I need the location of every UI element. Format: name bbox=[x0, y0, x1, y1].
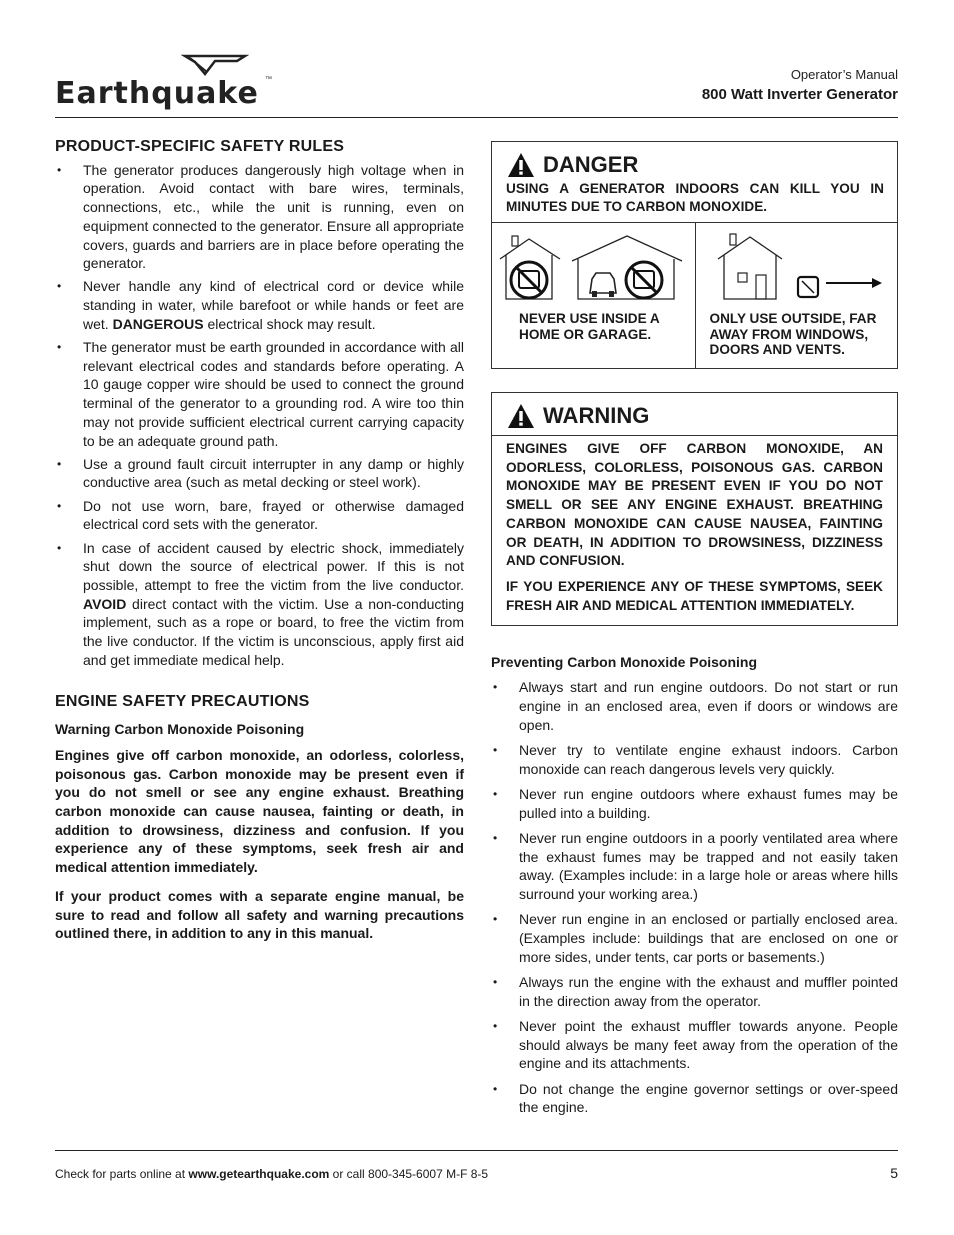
danger-cell-indoor bbox=[492, 223, 695, 368]
safety-rule-item bbox=[55, 338, 464, 450]
safety-rule-item bbox=[55, 277, 464, 333]
prevent-co-item: • Always start and run engine outdoors. Do not start or run engine in an enclosed area, even if doors or windows are open. bbox=[491, 678, 898, 734]
danger-illustrations bbox=[492, 223, 897, 368]
safety-rule-text-end: electrical shock may result. bbox=[203, 315, 376, 332]
prevent-co-item: • Never try to ventilate engine exhaust indoors. Carbon monoxide can reach dangerous levels very quickly. bbox=[491, 741, 898, 779]
header-right bbox=[702, 67, 898, 103]
prevent-co-item: • Never run engine outdoors where exhaust fumes may be pulled into a building. bbox=[491, 785, 898, 823]
co-poisoning-subheading: Warning Carbon Monoxide Poisoning bbox=[55, 721, 305, 738]
safety-rule-text: Do not use worn, bare, frayed or otherwise damaged electrical cord sets with the generator. bbox=[83, 497, 464, 533]
footer-text bbox=[55, 1167, 488, 1181]
safety-rule-text: The generator produces dangerously high voltage when in operation. Avoid contact with bare wires, terminals, connections, etc., while the unit is running, even on equipment connected to the generator. Ensure all appropriate covers, guards and barriers are in place before operating the generator. bbox=[83, 161, 464, 272]
danger-headline: USING A GENERATOR INDOORS CAN KILL YOU IN MINUTES DUE TO CARBON MONOXIDE. bbox=[492, 180, 897, 223]
page-header bbox=[55, 50, 898, 118]
prevent-co-item: • Never run engine outdoors in a poorly ventilated area where the exhaust fumes may be trapped and not easily taken away. (Examples include: in a large hole or areas where hills surround your working area.) bbox=[491, 829, 898, 904]
safety-rule-text-end: direct contact with the victim. Use a non-conducting implement, such as a rope or board, to free the victim from the live conductor. If the victim is unconscious, apply first aid and get immediate medical help. bbox=[83, 595, 464, 668]
never-indoor-caption: NEVER USE INSIDE A HOME OR GARAGE. bbox=[519, 311, 660, 342]
prevent-co-item: • Never run engine in an enclosed or partially enclosed area. (Examples include: buildings that are enclosed on one or more sides, under tents, car ports or basements.) bbox=[491, 910, 898, 966]
trademark-mark: ™ bbox=[265, 76, 272, 83]
manual-label: Operator’s Manual bbox=[790, 67, 898, 82]
footer-pre: Check for parts online at bbox=[55, 1167, 189, 1181]
safety-rule-item bbox=[55, 539, 464, 670]
engine-safety-heading: ENGINE SAFETY PRECAUTIONS bbox=[55, 693, 310, 711]
engine-warning-paragraph: Engines give off carbon monoxide, an odorless, colorless, poisonous gas. Carbon monoxide may be present even if you do not smell or see any engine exhaust. Breathing carbon monoxide can cause nausea, fainting or death, in addition to drowsiness, dizziness and confusion. If you experience any of these symptoms, seek fresh air and medical attention immediately. bbox=[55, 746, 464, 876]
product-name: 800 Watt Inverter Generator bbox=[701, 86, 898, 103]
warning-paragraph-1: ENGINES GIVE OFF CARBON MONOXIDE, AN ODORLESS, COLORLESS, POISONOUS GAS. CARBON MONOXIDE MAY BE PRESENT EVEN IF YOU DO NOT SMELL OR SEE ANY ENGINE EXHAUST. BREATHING CARBON MONOXIDE CAN CAUSE NAUSEA, FAINTING OR DEATH, IN ADDITION TO DROWSINESS, DIZZINESS AND CONFUSION. bbox=[506, 441, 883, 569]
safety-rule-item bbox=[55, 455, 464, 492]
warning-triangle-icon bbox=[507, 403, 535, 429]
danger-box bbox=[491, 141, 898, 369]
safety-rule-text: Never handle any kind of electrical cord or device while standing in water, while barefoot or while hands or feet are wet. bbox=[83, 278, 464, 332]
safety-rule-text: In case of accident caused by electric shock, immediately shut down the source of electrical power. If this is not possible, attempt to free the victim from the live conductor. bbox=[83, 539, 464, 593]
prevent-co-list bbox=[491, 678, 898, 1117]
prevent-co-item: • Always run the engine with the exhaust and muffler pointed in the direction away from the operator. bbox=[491, 973, 898, 1011]
warning-triangle-icon bbox=[507, 152, 535, 178]
prevent-co-item: • Do not change the engine governor settings or over-speed the engine. bbox=[491, 1080, 898, 1118]
safety-rule-text: Use a ground fault circuit interrupter in any damp or highly conductive area (such as metal decking or steel work). bbox=[83, 455, 464, 491]
safety-rules-heading: PRODUCT-SPECIFIC SAFETY RULES bbox=[55, 138, 345, 155]
right-column bbox=[491, 141, 898, 1123]
warning-body bbox=[492, 436, 897, 625]
safety-rule-emphasis: DANGEROUS bbox=[112, 315, 204, 332]
safety-rule-text: The generator must be earth grounded in accordance with all relevant electrical codes and standards before operating. A 10 gauge copper wire should be used to connect the ground terminal of the generator to a grounding rod. A wire too thin may not provide sufficient electrical current carrying capacity to be an adequate ground path. bbox=[83, 339, 464, 449]
outdoor-use-icon bbox=[696, 231, 899, 311]
warning-paragraph-2: IF YOU EXPERIENCE ANY OF THESE SYMPTOMS, SEEK FRESH AIR AND MEDICAL ATTENTION IMMEDIATELY. bbox=[506, 578, 883, 613]
prevent-co-heading: Preventing Carbon Monoxide Poisoning bbox=[491, 654, 758, 671]
safety-rules-list bbox=[55, 161, 464, 670]
engine-manual-paragraph: If your product comes with a separate engine manual, be sure to read and follow all safety and warning precautions outlined there, in addition to any in this manual. bbox=[55, 887, 464, 942]
page-number: 5 bbox=[890, 1165, 898, 1181]
earthquake-logo bbox=[55, 52, 280, 114]
warning-title-row bbox=[492, 393, 897, 436]
prevent-co-item: • Never point the exhaust muffler towards anyone. People should always be many feet away from the operation of the engine and its attachments. bbox=[491, 1017, 898, 1073]
footer-post: or call 800-345-6007 M-F 8-5 bbox=[329, 1167, 489, 1181]
warning-title: WARNING bbox=[543, 403, 650, 428]
safety-rule-emphasis: AVOID bbox=[83, 595, 127, 612]
page-footer bbox=[55, 1150, 898, 1181]
danger-cell-outdoor bbox=[695, 223, 898, 368]
safety-rule-item bbox=[55, 161, 464, 273]
logo-text: Earthquake bbox=[55, 76, 259, 111]
warning-box bbox=[491, 392, 898, 626]
no-indoor-use-icon bbox=[492, 231, 695, 311]
left-column bbox=[55, 138, 464, 953]
danger-title-row bbox=[492, 142, 897, 180]
footer-url-link[interactable]: www.getearthquake.com bbox=[188, 1167, 330, 1181]
danger-title: DANGER bbox=[543, 152, 639, 177]
safety-rule-item bbox=[55, 497, 464, 534]
outside-only-caption: ONLY USE OUTSIDE, FAR AWAY FROM WINDOWS, DOORS AND VENTS. bbox=[709, 311, 877, 358]
